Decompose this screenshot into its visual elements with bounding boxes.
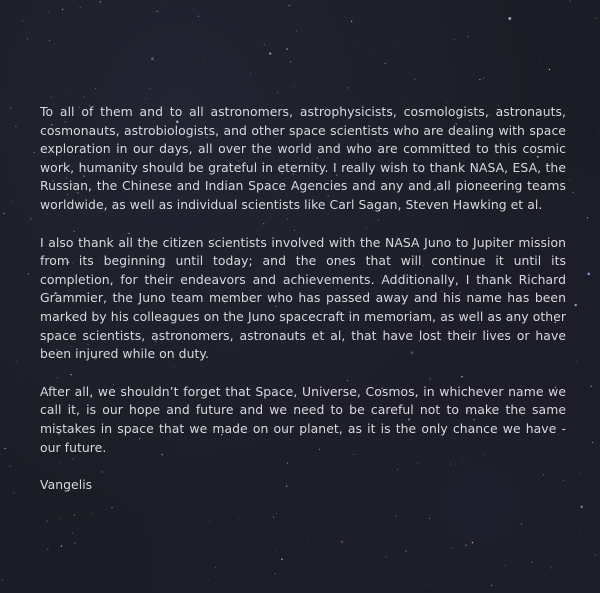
star xyxy=(204,62,205,63)
star xyxy=(45,65,46,66)
star xyxy=(290,61,291,62)
star xyxy=(386,556,387,557)
star xyxy=(573,192,574,193)
star xyxy=(30,218,32,220)
star xyxy=(599,130,600,131)
star xyxy=(454,39,455,40)
star xyxy=(4,213,5,214)
star xyxy=(100,1,102,3)
star xyxy=(215,567,216,568)
star xyxy=(289,5,290,6)
star xyxy=(95,88,96,89)
star xyxy=(551,567,552,568)
star xyxy=(414,79,415,80)
star xyxy=(264,44,265,45)
star xyxy=(472,542,474,544)
star xyxy=(577,361,578,362)
star xyxy=(63,37,64,38)
star xyxy=(64,93,65,94)
star xyxy=(62,9,63,10)
star xyxy=(581,529,582,530)
star xyxy=(16,361,17,362)
star xyxy=(161,1,162,2)
star xyxy=(208,579,209,580)
star xyxy=(596,18,597,19)
star xyxy=(9,466,10,467)
star xyxy=(351,21,352,22)
star xyxy=(51,96,52,97)
star xyxy=(570,1,571,2)
star xyxy=(575,304,577,306)
star xyxy=(13,492,14,493)
star xyxy=(54,44,55,45)
star xyxy=(230,555,231,556)
star xyxy=(595,554,596,555)
star xyxy=(74,515,75,516)
star xyxy=(250,73,251,74)
star xyxy=(273,517,274,518)
star xyxy=(275,573,276,574)
star xyxy=(2,580,3,581)
star xyxy=(47,549,48,550)
star xyxy=(348,87,349,88)
star xyxy=(34,152,35,153)
star xyxy=(569,179,570,180)
star xyxy=(406,99,407,100)
star xyxy=(579,473,580,474)
star xyxy=(452,548,453,549)
star xyxy=(467,35,469,37)
star xyxy=(308,536,309,537)
star xyxy=(61,546,62,547)
star xyxy=(151,57,154,60)
star xyxy=(296,30,297,31)
star xyxy=(60,518,61,519)
star xyxy=(592,442,593,443)
star xyxy=(277,92,278,93)
star xyxy=(429,518,430,519)
star xyxy=(27,38,28,39)
signature: Vangelis xyxy=(40,477,93,493)
star xyxy=(15,125,16,126)
paragraph-3: After all, we shouldn’t forget that Space, Universe, Cosmos, in whichever name we call it, is our hope and future and we need to be careful not to make the same mistakes in space that we made on our planet, as it is the only chance we have - our future. xyxy=(40,383,566,455)
star xyxy=(394,45,395,46)
star xyxy=(149,88,150,89)
star xyxy=(374,51,375,52)
star xyxy=(49,40,50,41)
star xyxy=(210,522,211,523)
star xyxy=(508,17,511,20)
star xyxy=(353,40,354,41)
star xyxy=(74,543,75,544)
star xyxy=(218,50,219,51)
paragraph-1: To all of them and to all astronomers, astrophysicists, cosmologists, astronauts, cosmonauts, astrobiologists, and other space scientists who are dealing with space exploration in our days, all over the world and who are committed to this cosmic work, humanity should be grateful in eternity. I really wish to thank NASA, ESA, the Russian, the Chinese and Indian Space Agencies and any and all pioneering teams worldwide, as well as individual scientists like Carl Sagan, Steven Hawking et al. xyxy=(40,104,566,212)
star xyxy=(426,585,427,586)
star xyxy=(157,11,158,12)
star xyxy=(491,585,492,586)
star xyxy=(479,79,480,80)
acknowledgement-text xyxy=(40,103,566,514)
star xyxy=(275,550,276,551)
star xyxy=(384,63,385,64)
star xyxy=(28,273,29,274)
star xyxy=(10,108,12,110)
star xyxy=(549,69,550,70)
star xyxy=(21,379,22,380)
star xyxy=(531,561,532,562)
star xyxy=(521,524,522,525)
star xyxy=(286,48,287,49)
star xyxy=(587,217,588,218)
star xyxy=(561,575,562,576)
star xyxy=(341,541,343,543)
star xyxy=(4,448,5,449)
star xyxy=(405,550,406,551)
star xyxy=(22,20,23,21)
star xyxy=(580,505,583,508)
star xyxy=(72,533,73,534)
star xyxy=(145,98,146,99)
star xyxy=(504,565,505,566)
star xyxy=(583,49,584,50)
star xyxy=(581,92,582,93)
star xyxy=(540,62,541,63)
star xyxy=(83,96,84,97)
star xyxy=(237,518,238,519)
star xyxy=(591,386,592,387)
star xyxy=(587,272,590,275)
star xyxy=(584,105,585,106)
star xyxy=(396,515,397,516)
star xyxy=(417,12,418,13)
star xyxy=(48,12,49,13)
star xyxy=(293,85,294,86)
star xyxy=(47,521,48,522)
paragraph-2: I also thank all the citizen scientists involved with the NASA Juno to Jupiter mission from its beginning until today; and the ones that will continue it until its completion, for their endeavors and achievements. Additionally, I thank Richard Grammier, the Juno team member who has passed away and his name has been marked by his colleagues on the Juno spacecraft in memoriam, as well as any other space scientists, astronomers, astronauts et al, that have lost their lives or have been injured while on duty. xyxy=(40,234,566,362)
star xyxy=(80,7,81,8)
star xyxy=(281,558,282,559)
star xyxy=(11,201,12,202)
star xyxy=(465,545,466,546)
star xyxy=(269,52,271,54)
star xyxy=(198,16,199,17)
star xyxy=(483,78,484,79)
